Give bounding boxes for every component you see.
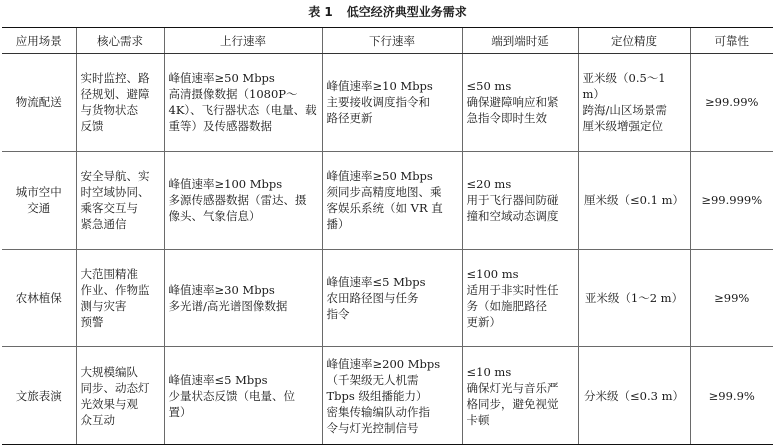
table-row-cultural-tourism-show (2, 347, 773, 445)
cell-uplink: 峰值速率≥100 Mbps 多源传感器数据（雷达、摄 像头、气象信息） (164, 151, 322, 249)
column-header-latency: 端到端时延 (462, 28, 578, 54)
cell-downlink: 峰值速率≥10 Mbps 主要接收调度指令和 路径更新 (322, 54, 462, 152)
cell-positioning: 厘米级（≤0.1 m） (578, 151, 690, 249)
cell-core-need: 安全导航、实 时空域协同、 乘客交互与 紧急通信 (76, 151, 164, 249)
cell-reliability: ≥99.999% (690, 151, 773, 249)
business-requirements-table (2, 27, 773, 445)
cell-downlink: 峰值速率≥200 Mbps （千架级无人机需 Tbps 级组播能力） 密集传输编队动作指 令与灯光控制信号 (322, 347, 462, 445)
cell-positioning: 亚米级（1～2 m） (578, 249, 690, 347)
column-header-core-need: 核心需求 (76, 28, 164, 54)
cell-core-need: 实时监控、路 径规划、避障 与货物状态 反馈 (76, 54, 164, 152)
cell-core-need: 大范围精准 作业、作物监 测与灾害 预警 (76, 249, 164, 347)
cell-reliability: ≥99.99% (690, 54, 773, 152)
cell-uplink: 峰值速率≥30 Mbps 多光谱/高光谱图像数据 (164, 249, 322, 347)
cell-positioning: 亚米级（0.5～1 m） 跨海/山区场景需 厘米级增强定位 (578, 54, 690, 152)
cell-uplink: 峰值速率≥50 Mbps 高清摄像数据（1080P～ 4K）、飞行器状态（电量、载 重等）及传感器数据 (164, 54, 322, 152)
column-header-positioning: 定位精度 (578, 28, 690, 54)
cell-positioning: 分米级（≤0.3 m） (578, 347, 690, 445)
column-header-reliability: 可靠性 (690, 28, 773, 54)
column-header-downlink: 下行速率 (322, 28, 462, 54)
column-header-uplink: 上行速率 (164, 28, 322, 54)
cell-reliability: ≥99% (690, 249, 773, 347)
table-row-urban-air-mobility (2, 151, 773, 249)
table-caption-title: 低空经济典型业务需求 (346, 5, 467, 19)
cell-latency: ≤50 ms 确保避障响应和紧 急指令即时生效 (462, 54, 578, 152)
table-row-logistics (2, 54, 773, 152)
table-caption-number: 表 1 (308, 5, 333, 19)
cell-latency: ≤20 ms 用于飞行器间防碰 撞和空域动态调度 (462, 151, 578, 249)
cell-core-need: 大规模编队 同步、动态灯 光效果与观 众互动 (76, 347, 164, 445)
column-header-scenario: 应用场景 (2, 28, 76, 54)
cell-latency: ≤100 ms 适用于非实时性任 务（如施肥路径 更新） (462, 249, 578, 347)
cell-scenario: 物流配送 (15, 95, 62, 110)
cell-downlink: 峰值速率≥50 Mbps 须同步高精度地图、乘 客娱乐系统（如 VR 直 播） (322, 151, 462, 249)
cell-latency: ≤10 ms 确保灯光与音乐严 格同步，避免视觉 卡顿 (462, 347, 578, 445)
cell-downlink: 峰值速率≤5 Mbps 农田路径图与任务 指令 (322, 249, 462, 347)
cell-reliability: ≥99.9% (690, 347, 773, 445)
cell-scenario: 文旅表演 (2, 347, 76, 445)
cell-scenario: 农林植保 (2, 249, 76, 347)
table-caption (0, 4, 775, 20)
table-row-agriculture-forestry (2, 249, 773, 347)
cell-uplink: 峰值速率≤5 Mbps 少量状态反馈（电量、位 置） (164, 347, 322, 445)
cell-scenario: 城市空中 交通 (2, 151, 76, 249)
table-header-row (2, 28, 773, 54)
